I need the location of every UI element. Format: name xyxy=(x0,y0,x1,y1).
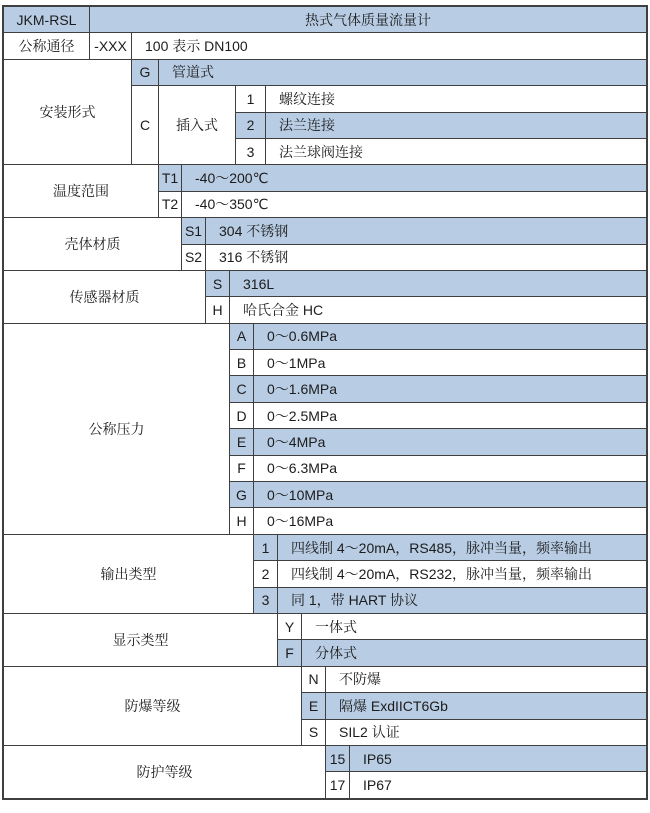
option-code-cell: F xyxy=(230,456,253,481)
option-desc-cell: 不防爆 xyxy=(326,667,646,692)
section-label-protection: 防护等级 xyxy=(4,746,325,798)
option-code-cell: 2 xyxy=(254,561,277,586)
model-selection-table xyxy=(2,5,648,800)
option-code-cell: E xyxy=(302,693,325,718)
section-label-explosion: 防爆等级 xyxy=(4,667,301,745)
section-label-output: 输出类型 xyxy=(4,535,253,613)
option-desc-cell: 四线制 4～20mA，RS485，脉冲当量，频率输出 xyxy=(278,535,646,560)
model-code-cell: JKM-RSL xyxy=(4,7,89,32)
option-code-cell: S1 xyxy=(182,218,205,243)
option-code-cell: H xyxy=(206,297,229,322)
option-desc-cell: 管道式 xyxy=(159,60,646,85)
option-desc-cell: 一体式 xyxy=(302,614,646,639)
option-desc-cell: 哈氏合金 HC xyxy=(230,297,646,322)
option-code-cell: N xyxy=(302,667,325,692)
option-desc-cell: 316L xyxy=(230,271,646,296)
option-desc-cell: 螺纹连接 xyxy=(266,86,646,111)
option-code-cell: D xyxy=(230,403,253,428)
option-code-cell: Y xyxy=(278,614,301,639)
option-code-cell: 15 xyxy=(326,746,349,771)
option-desc-cell: 100 表示 DN100 xyxy=(132,33,646,58)
option-desc-cell: IP67 xyxy=(350,772,646,797)
option-desc-cell: 同 1，带 HART 协议 xyxy=(278,588,646,613)
option-desc-cell: 分体式 xyxy=(302,640,646,665)
option-code-cell: C xyxy=(230,376,253,401)
option-desc-cell: 四线制 4～20mA，RS232，脉冲当量，频率输出 xyxy=(278,561,646,586)
option-code-cell: 1 xyxy=(254,535,277,560)
option-code-cell: H xyxy=(230,508,253,533)
option-desc-cell: -40～200℃ xyxy=(182,165,646,190)
option-desc-cell: 0～16MPa xyxy=(254,508,646,533)
option-desc-cell: 法兰连接 xyxy=(266,113,646,138)
option-code-cell: E xyxy=(230,429,253,454)
option-desc-cell: 法兰球阀连接 xyxy=(266,139,646,164)
option-code-cell: C xyxy=(132,86,158,164)
option-code-cell: T2 xyxy=(159,192,181,217)
section-label-sensor: 传感器材质 xyxy=(4,271,205,323)
section-label-housing: 壳体材质 xyxy=(4,218,181,270)
section-label-install: 安装形式 xyxy=(4,60,131,165)
option-code-cell: T1 xyxy=(159,165,181,190)
option-desc-cell: 316 不锈钢 xyxy=(206,245,646,270)
insert-type-cell: 插入式 xyxy=(159,86,235,164)
section-label-temp: 温度范围 xyxy=(4,165,158,217)
option-code-cell: S xyxy=(302,720,325,745)
option-code-cell: 17 xyxy=(326,772,349,797)
product-title-cell: 热式气体质量流量计 xyxy=(90,7,646,32)
option-desc-cell: 0～2.5MPa xyxy=(254,403,646,428)
option-desc-cell: 304 不锈钢 xyxy=(206,218,646,243)
option-desc-cell: 0～6.3MPa xyxy=(254,456,646,481)
option-code-cell: 1 xyxy=(236,86,265,111)
option-code-cell: 2 xyxy=(236,113,265,138)
option-desc-cell: 0～0.6MPa xyxy=(254,324,646,349)
section-label-pressure: 公称压力 xyxy=(4,324,229,534)
option-desc-cell: 0～10MPa xyxy=(254,482,646,507)
section-label-dn: 公称通径 xyxy=(4,33,89,58)
section-label-display: 显示类型 xyxy=(4,614,277,666)
option-desc-cell: -40～350℃ xyxy=(182,192,646,217)
option-desc-cell: 0～4MPa xyxy=(254,429,646,454)
option-desc-cell: 0～1.6MPa xyxy=(254,376,646,401)
option-desc-cell: 0～1MPa xyxy=(254,350,646,375)
option-code-cell: 3 xyxy=(254,588,277,613)
option-code-cell: A xyxy=(230,324,253,349)
option-desc-cell: SIL2 认证 xyxy=(326,720,646,745)
option-code-cell: G xyxy=(230,482,253,507)
option-code-cell: B xyxy=(230,350,253,375)
option-code-cell: F xyxy=(278,640,301,665)
option-code-cell: 3 xyxy=(236,139,265,164)
option-code-cell: S2 xyxy=(182,245,205,270)
option-code-cell: -XXX xyxy=(90,33,131,58)
option-code-cell: S xyxy=(206,271,229,296)
option-desc-cell: IP65 xyxy=(350,746,646,771)
option-desc-cell: 隔爆 ExdIICT6Gb xyxy=(326,693,646,718)
option-code-cell: G xyxy=(132,60,158,85)
